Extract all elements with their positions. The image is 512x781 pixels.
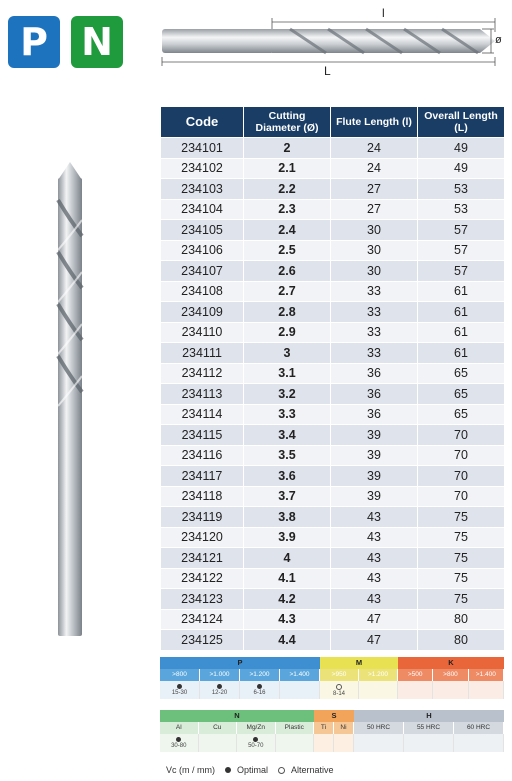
material-speed-cell [354, 734, 404, 752]
material-speed-cell [280, 681, 320, 699]
table-row [161, 384, 505, 405]
material-group-label: H [354, 710, 504, 722]
cell-code: 234123 [161, 589, 244, 610]
material-speed-cell [314, 734, 334, 752]
material-speed-cell [454, 734, 504, 752]
table-row [161, 220, 505, 241]
table-row [161, 527, 505, 548]
overall-length-label: L [324, 64, 331, 78]
cell-flute-length: 36 [331, 363, 418, 384]
cell-overall-length: 75 [418, 548, 505, 569]
cell-code: 234110 [161, 322, 244, 343]
material-group-n [160, 710, 314, 752]
material-speed-cell [160, 681, 200, 699]
cell-overall-length: 61 [418, 302, 505, 323]
table-row [161, 240, 505, 261]
material-speed-cell [160, 734, 199, 752]
cell-overall-length: 70 [418, 445, 505, 466]
material-subgroup-label: 55 HRC [404, 722, 454, 734]
material-n-badge: N [71, 16, 123, 68]
material-subgroup-label: >1.000 [200, 669, 240, 681]
cell-diameter: 3.3 [244, 404, 331, 425]
cell-code: 234108 [161, 281, 244, 302]
cell-code: 234115 [161, 425, 244, 446]
cell-overall-length: 53 [418, 179, 505, 200]
material-group-label: K [398, 657, 504, 669]
cell-flute-length: 47 [331, 630, 418, 651]
material-group-label: P [160, 657, 320, 669]
cell-overall-length: 57 [418, 261, 505, 282]
header-flute-length: Flute Length (l) [331, 107, 418, 138]
material-subgroup-label: >500 [398, 669, 433, 681]
cell-overall-length: 61 [418, 281, 505, 302]
cell-flute-length: 27 [331, 179, 418, 200]
cell-diameter: 2 [244, 138, 331, 159]
cell-diameter: 3.2 [244, 384, 331, 405]
cell-diameter: 2.7 [244, 281, 331, 302]
cell-overall-length: 70 [418, 425, 505, 446]
cell-flute-length: 36 [331, 404, 418, 425]
table-row [161, 158, 505, 179]
optimal-dot-icon [257, 684, 262, 689]
cell-diameter: 2.1 [244, 158, 331, 179]
cutting-speed-range: 30-80 [171, 743, 187, 749]
cell-code: 234124 [161, 609, 244, 630]
table-row [161, 404, 505, 425]
material-speed-cell [276, 734, 315, 752]
table-row [161, 343, 505, 364]
material-speed-cell [237, 734, 276, 752]
cell-flute-length: 33 [331, 281, 418, 302]
cell-flute-length: 33 [331, 302, 418, 323]
alternative-ring-icon [336, 684, 342, 690]
cell-code: 234103 [161, 179, 244, 200]
material-group-label: N [160, 710, 314, 722]
cell-diameter: 3.1 [244, 363, 331, 384]
cell-overall-length: 75 [418, 589, 505, 610]
material-speed-cell [469, 681, 504, 699]
cell-code: 234125 [161, 630, 244, 651]
material-group-m [320, 657, 398, 699]
material-subgroup-label: Cu [199, 722, 238, 734]
cell-diameter: 2.5 [244, 240, 331, 261]
table-row [161, 630, 505, 651]
material-speed-cell [404, 734, 454, 752]
material-subgroup-label: >1.200 [359, 669, 398, 681]
cutting-speed-range: 6-16 [253, 690, 266, 696]
cell-overall-length: 75 [418, 568, 505, 589]
material-speed-cell [334, 734, 354, 752]
material-subgroup-label: Plastic [276, 722, 315, 734]
material-subgroup-label: Ni [334, 722, 354, 734]
cell-flute-length: 33 [331, 343, 418, 364]
cell-diameter: 3.5 [244, 445, 331, 466]
table-row [161, 363, 505, 384]
table-row [161, 486, 505, 507]
material-subgroup-label: Al [160, 722, 199, 734]
material-grid-pmk [160, 657, 504, 699]
cell-overall-length: 53 [418, 199, 505, 220]
table-row [161, 199, 505, 220]
table-row [161, 179, 505, 200]
optimal-dot-icon [176, 737, 181, 742]
material-speed-cell [359, 681, 398, 699]
cell-code: 234105 [161, 220, 244, 241]
cell-flute-length: 30 [331, 220, 418, 241]
cell-code: 234111 [161, 343, 244, 364]
cell-code: 234106 [161, 240, 244, 261]
material-subgroup-label: >800 [160, 669, 200, 681]
material-group-p [160, 657, 320, 699]
cell-flute-length: 33 [331, 322, 418, 343]
material-speed-cell [200, 681, 240, 699]
drill-spec-table [160, 106, 505, 651]
cell-diameter: 3.7 [244, 486, 331, 507]
cell-flute-length: 47 [331, 609, 418, 630]
material-p-badge: P [8, 16, 60, 68]
diameter-label: ø [495, 34, 502, 46]
cell-overall-length: 75 [418, 507, 505, 528]
cell-flute-length: 24 [331, 138, 418, 159]
cell-code: 234109 [161, 302, 244, 323]
cell-flute-length: 24 [331, 158, 418, 179]
table-row [161, 568, 505, 589]
material-speed-cell [199, 734, 238, 752]
cell-flute-length: 43 [331, 507, 418, 528]
cell-diameter: 4 [244, 548, 331, 569]
cell-code: 234104 [161, 199, 244, 220]
cell-diameter: 4.2 [244, 589, 331, 610]
table-row [161, 138, 505, 159]
cell-overall-length: 61 [418, 322, 505, 343]
table-header-row [161, 107, 505, 138]
cell-flute-length: 43 [331, 589, 418, 610]
legend-alternative: Alternative [291, 765, 334, 775]
cell-flute-length: 43 [331, 548, 418, 569]
cell-overall-length: 80 [418, 630, 505, 651]
material-group-h [354, 710, 504, 752]
material-speed-cell [433, 681, 468, 699]
table-row [161, 445, 505, 466]
cell-flute-length: 43 [331, 527, 418, 548]
material-subgroup-label: 60 HRC [454, 722, 504, 734]
cell-diameter: 2.3 [244, 199, 331, 220]
cell-diameter: 2.2 [244, 179, 331, 200]
cell-overall-length: 70 [418, 466, 505, 487]
cell-overall-length: 65 [418, 363, 505, 384]
cell-code: 234112 [161, 363, 244, 384]
cell-overall-length: 80 [418, 609, 505, 630]
legend-optimal: Optimal [237, 765, 269, 775]
cell-code: 234120 [161, 527, 244, 548]
material-group-k [398, 657, 504, 699]
material-subgroup-label: 50 HRC [354, 722, 404, 734]
cell-code: 234101 [161, 138, 244, 159]
cutting-speed-legend [166, 765, 334, 775]
cell-overall-length: 57 [418, 240, 505, 261]
cutting-speed-range: 50-70 [248, 743, 264, 749]
drill-dimension-diagram [160, 8, 510, 88]
optimal-dot-icon [177, 684, 182, 689]
cell-code: 234117 [161, 466, 244, 487]
header-diameter: Cutting Diameter (Ø) [244, 107, 331, 138]
material-subgroup-label: >800 [433, 669, 468, 681]
table-row [161, 425, 505, 446]
material-subgroup-label: >1.400 [469, 669, 504, 681]
material-subgroup-label: >950 [320, 669, 359, 681]
cell-code: 234113 [161, 384, 244, 405]
cell-diameter: 2.4 [244, 220, 331, 241]
cell-overall-length: 70 [418, 486, 505, 507]
cell-flute-length: 39 [331, 466, 418, 487]
cell-diameter: 2.8 [244, 302, 331, 323]
optimal-dot-icon [217, 684, 222, 689]
table-row [161, 302, 505, 323]
material-grid-nsh [160, 710, 504, 752]
cell-code: 234102 [161, 158, 244, 179]
table-row [161, 507, 505, 528]
cell-code: 234121 [161, 548, 244, 569]
cell-flute-length: 43 [331, 568, 418, 589]
table-row [161, 589, 505, 610]
flute-length-label: l [382, 6, 385, 20]
material-group-label: S [314, 710, 354, 722]
cell-code: 234116 [161, 445, 244, 466]
header-overall-length: Overall Length (L) [418, 107, 505, 138]
cell-diameter: 2.6 [244, 261, 331, 282]
table-row [161, 548, 505, 569]
optimal-dot-icon [253, 737, 258, 742]
cell-code: 234122 [161, 568, 244, 589]
cell-diameter: 4.1 [244, 568, 331, 589]
cell-flute-length: 36 [331, 384, 418, 405]
material-group-s [314, 710, 354, 752]
table-row [161, 466, 505, 487]
cell-flute-length: 30 [331, 240, 418, 261]
cell-diameter: 3.8 [244, 507, 331, 528]
cell-overall-length: 75 [418, 527, 505, 548]
cell-overall-length: 49 [418, 138, 505, 159]
cutting-speed-range: 15-30 [171, 690, 188, 696]
cell-code: 234119 [161, 507, 244, 528]
cell-overall-length: 61 [418, 343, 505, 364]
cell-code: 234118 [161, 486, 244, 507]
material-group-label: M [320, 657, 398, 669]
table-row [161, 261, 505, 282]
cell-overall-length: 57 [418, 220, 505, 241]
cell-code: 234107 [161, 261, 244, 282]
cutting-speed-range: 8-14 [332, 691, 345, 697]
cell-flute-length: 39 [331, 425, 418, 446]
cell-overall-length: 49 [418, 158, 505, 179]
table-row [161, 322, 505, 343]
cell-flute-length: 39 [331, 445, 418, 466]
alternative-ring-icon [278, 767, 285, 774]
table-row [161, 609, 505, 630]
material-subgroup-label: >1.200 [240, 669, 280, 681]
drill-shank [162, 29, 274, 53]
cell-flute-length: 27 [331, 199, 418, 220]
cutting-speed-range: 12-20 [211, 690, 228, 696]
cell-diameter: 3.9 [244, 527, 331, 548]
material-speed-cell [240, 681, 280, 699]
table-row [161, 281, 505, 302]
cell-diameter: 3 [244, 343, 331, 364]
legend-vc: Vc (m / mm) [166, 765, 215, 775]
cell-overall-length: 65 [418, 384, 505, 405]
header-code: Code [161, 107, 244, 138]
material-subgroup-label: >1.400 [280, 669, 320, 681]
cell-diameter: 3.4 [244, 425, 331, 446]
cell-diameter: 4.4 [244, 630, 331, 651]
material-subgroup-label: Ti [314, 722, 334, 734]
cell-flute-length: 30 [331, 261, 418, 282]
cell-code: 234114 [161, 404, 244, 425]
cell-overall-length: 65 [418, 404, 505, 425]
cell-diameter: 2.9 [244, 322, 331, 343]
optimal-dot-icon [225, 767, 231, 773]
cell-diameter: 4.3 [244, 609, 331, 630]
drill-bit-image [40, 160, 100, 640]
material-speed-cell [398, 681, 433, 699]
material-subgroup-label: Mg/Zn [237, 722, 276, 734]
material-speed-cell [320, 681, 359, 699]
cell-diameter: 3.6 [244, 466, 331, 487]
cell-flute-length: 39 [331, 486, 418, 507]
